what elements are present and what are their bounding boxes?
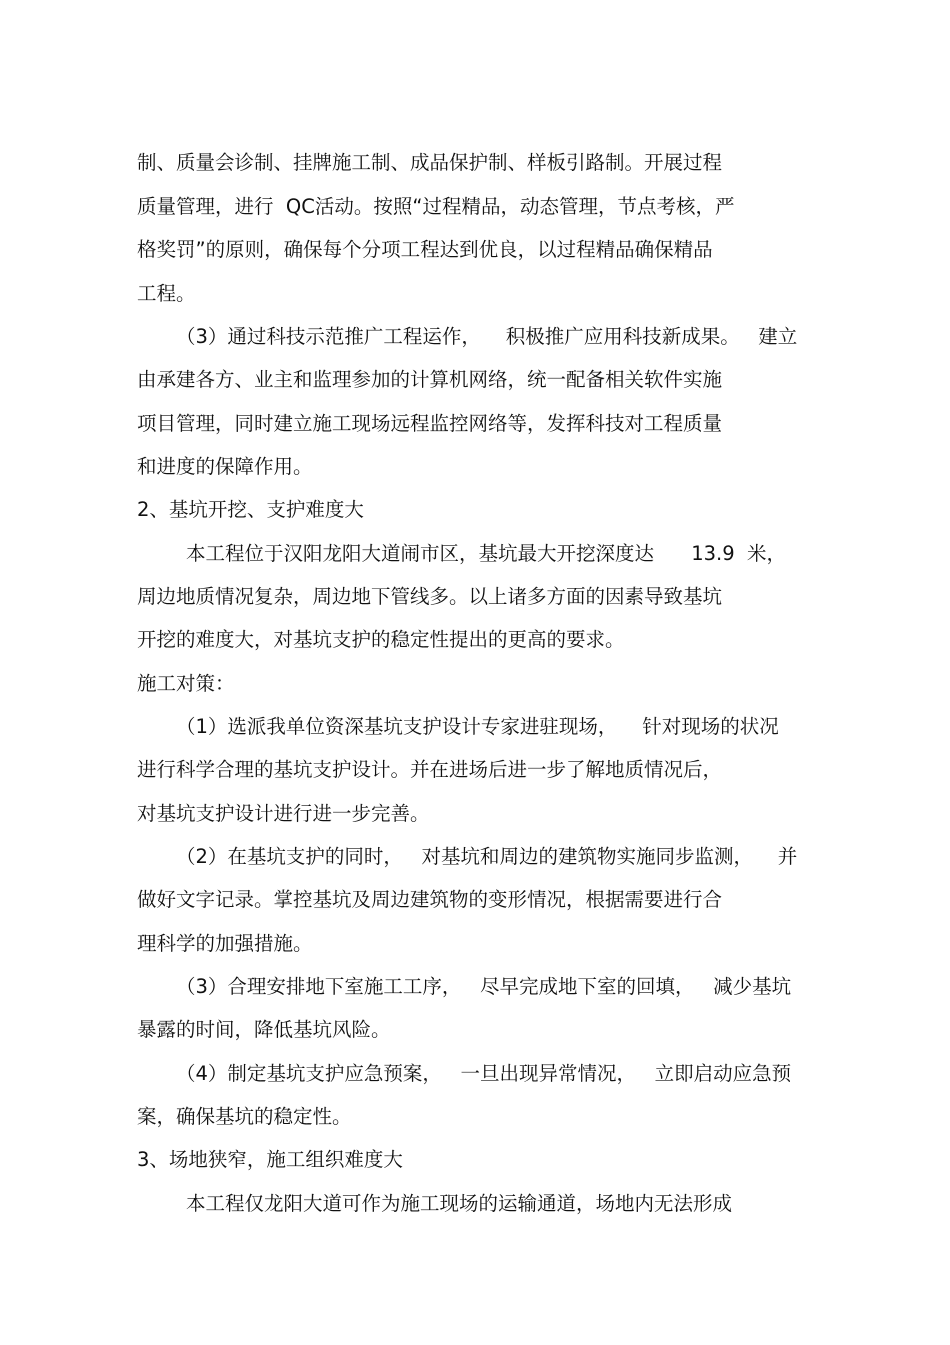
text-line: 对基坑支护设计进行进一步完善。 — [137, 802, 430, 825]
text-line: 质量管理，进行 QC活动。按照“过程精品，动态管理，节点考核，严 — [137, 195, 735, 218]
text-line: 周边地质情况复杂，周边地下管线多。以上诸多方面的因素导致基坑 — [137, 585, 723, 608]
text-line: （3）通过科技示范推广工程运作， 积极推广应用科技新成果。 建立 — [176, 325, 798, 348]
text-line: 案，确保基坑的稳定性。 — [137, 1105, 352, 1128]
subsection-label: 施工对策： — [137, 672, 235, 695]
text-line: 做好文字记录。掌控基坑及周边建筑物的变形情况，根据需要进行合 — [137, 888, 723, 911]
text-line: 进行科学合理的基坑支护设计。并在进场后进一步了解地质情况后， — [137, 758, 723, 781]
text-line: （4）制定基坑支护应急预案， 一旦出现异常情况， 立即启动应急预 — [176, 1062, 792, 1085]
text-line: 由承建各方、业主和监理参加的计算机网络，统一配备相关软件实施 — [137, 368, 723, 391]
text-line: （2）在基坑支护的同时， 对基坑和周边的建筑物实施同步监测， 并 — [176, 845, 798, 868]
section-heading: 3、场地狭窄，施工组织难度大 — [137, 1148, 403, 1171]
text-line: （3）合理安排地下室施工工序， 尽早完成地下室的回填， 减少基坑 — [176, 975, 792, 998]
text-line: 格奖罚”的原则，确保每个分项工程达到优良，以过程精品确保精品 — [137, 238, 713, 261]
text-line: 和进度的保障作用。 — [137, 455, 313, 478]
text-line: 开挖的难度大，对基坑支护的稳定性提出的更高的要求。 — [137, 628, 625, 651]
text-line: 理科学的加强措施。 — [137, 932, 313, 955]
text-line: 暴露的时间，降低基坑风险。 — [137, 1018, 391, 1041]
text-line: 工程。 — [137, 282, 196, 305]
text-line: （1）选派我单位资深基坑支护设计专家进驻现场， 针对现场的状况 — [176, 715, 779, 738]
section-heading: 2、基坑开挖、支护难度大 — [137, 498, 364, 521]
text-line: 本工程仅龙阳大道可作为施工现场的运输通道，场地内无法形成 — [186, 1192, 733, 1215]
text-line: 本工程位于汉阳龙阳大道闹市区，基坑最大开挖深度达 13.9 米， — [186, 542, 787, 565]
text-line: 制、质量会诊制、挂牌施工制、成品保护制、样板引路制。开展过程 — [137, 151, 723, 174]
text-line: 项目管理，同时建立施工现场远程监控网络等，发挥科技对工程质量 — [137, 412, 723, 435]
